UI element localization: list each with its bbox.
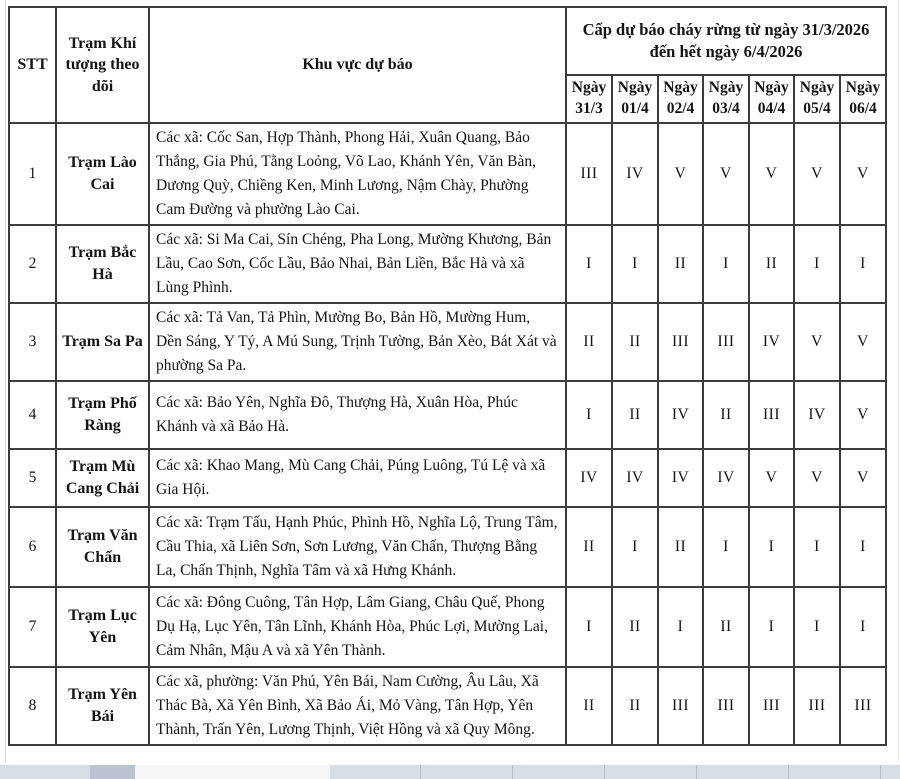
row-number: 5 (9, 449, 56, 507)
fire-level: II (566, 507, 612, 587)
fire-level: IV (658, 449, 703, 507)
fire-forecast-table (8, 6, 887, 746)
forecast-area: Các xã: Si Ma Cai, Sín Chéng, Pha Long, Mường Khương, Bản Lầu, Cao Sơn, Cốc Lầu, Bảo Nhai, Bản Liền, Bắc Hà và xã Lùng Phình. (149, 225, 566, 303)
fire-level: I (794, 507, 840, 587)
header-day-0: Ngày 31/3 (566, 75, 612, 123)
fire-level: I (840, 587, 886, 667)
fire-level: III (749, 667, 794, 745)
fire-level: V (794, 303, 840, 381)
table-row (9, 303, 886, 381)
fire-level: III (749, 381, 794, 449)
header-day-6: Ngày 06/4 (840, 75, 886, 123)
forecast-area: Các xã: Bảo Yên, Nghĩa Đô, Thượng Hà, Xuân Hòa, Phúc Khánh và xã Bảo Hà. (149, 381, 566, 449)
gridline-artifact (898, 0, 899, 762)
band-tick (880, 765, 881, 779)
fire-level: III (703, 667, 749, 745)
band-segment (135, 765, 330, 779)
fire-level: I (749, 507, 794, 587)
forecast-area: Các xã, phường: Văn Phú, Yên Bái, Nam Cường, Âu Lâu, Xã Thác Bà, Xã Yên Bình, Xã Bảo Ái, Mỏ Vàng, Tân Hợp, Yên Thành, Trấn Yên, Lương Thịnh, Việt Hồng và xã Quy Mông. (149, 667, 566, 745)
header-day-5: Ngày 05/4 (794, 75, 840, 123)
band-tick (788, 765, 789, 779)
fire-level: IV (566, 449, 612, 507)
forecast-area: Các xã: Cốc San, Hợp Thành, Phong Hải, Xuân Quang, Bảo Thắng, Gia Phú, Tằng Loỏng, Võ Lao, Khánh Yên, Văn Bàn, Dương Quỳ, Chiềng Ken, Minh Lương, Nậm Chày, Phường Cam Đường và phường Lào Cai. (149, 123, 566, 225)
fire-level: II (749, 225, 794, 303)
fire-level: I (566, 587, 612, 667)
fire-level: I (612, 225, 658, 303)
fire-level: IV (703, 449, 749, 507)
band-tick (512, 765, 513, 779)
fire-level: V (703, 123, 749, 225)
row-number: 2 (9, 225, 56, 303)
header-day-2: Ngày 02/4 (658, 75, 703, 123)
fire-level: I (840, 225, 886, 303)
fire-level: V (658, 123, 703, 225)
header-day-1: Ngày 01/4 (612, 75, 658, 123)
fire-level: III (794, 667, 840, 745)
fire-level: I (703, 225, 749, 303)
fire-level: I (794, 225, 840, 303)
station-name: Trạm Văn Chấn (56, 507, 149, 587)
fire-level: III (703, 303, 749, 381)
row-number: 4 (9, 381, 56, 449)
fire-level: II (658, 507, 703, 587)
table-row (9, 225, 886, 303)
forecast-area: Các xã: Khao Mang, Mù Cang Chải, Púng Luông, Tú Lệ và xã Gia Hội. (149, 449, 566, 507)
band-tick (604, 765, 605, 779)
fire-level: II (612, 587, 658, 667)
fire-level: IV (658, 381, 703, 449)
fire-level: II (703, 587, 749, 667)
fire-level: I (658, 587, 703, 667)
fire-level: II (612, 667, 658, 745)
gridline-artifact (5, 0, 6, 762)
forecast-area: Các xã: Trạm Tấu, Hạnh Phúc, Phình Hồ, Nghĩa Lộ, Trung Tâm, Cầu Thia, xã Liên Sơn, Sơn Lương, Văn Chấn, Thượng Bằng La, Chấn Thịnh, Nghĩa Tâm và xã Hưng Khánh. (149, 507, 566, 587)
station-name: Trạm Bắc Hà (56, 225, 149, 303)
fire-level: II (612, 381, 658, 449)
fire-level: I (840, 507, 886, 587)
station-name: Trạm Yên Bái (56, 667, 149, 745)
table-row (9, 587, 886, 667)
forecast-area: Các xã: Đông Cuông, Tân Hợp, Lâm Giang, Châu Quế, Phong Dụ Hạ, Lục Yên, Tân Lĩnh, Khánh Hòa, Phúc Lợi, Mường Lai, Cảm Nhân, Mậu A và xã Yên Thành. (149, 587, 566, 667)
station-name: Trạm Lục Yên (56, 587, 149, 667)
table-row (9, 449, 886, 507)
row-number: 7 (9, 587, 56, 667)
fire-level: III (658, 667, 703, 745)
table-row (9, 123, 886, 225)
fire-level: I (566, 225, 612, 303)
fire-level: V (840, 449, 886, 507)
fire-level: IV (612, 449, 658, 507)
fire-level: V (794, 123, 840, 225)
station-name: Trạm Phố Ràng (56, 381, 149, 449)
header-row-main (9, 7, 886, 75)
table-row (9, 381, 886, 449)
fire-level: V (840, 303, 886, 381)
station-name: Trạm Mù Cang Chải (56, 449, 149, 507)
spreadsheet-bottom-band (0, 765, 900, 779)
fire-level: III (840, 667, 886, 745)
header-forecast-title: Cấp dự báo cháy rừng từ ngày 31/3/2026 đến hết ngày 6/4/2026 (566, 7, 886, 75)
fire-level: III (566, 123, 612, 225)
header-station: Trạm Khí tượng theo dõi (56, 7, 149, 123)
header-area: Khu vực dự báo (149, 7, 566, 123)
fire-level: I (612, 507, 658, 587)
fire-level: I (794, 587, 840, 667)
fire-level: III (658, 303, 703, 381)
fire-level: IV (749, 303, 794, 381)
station-name: Trạm Lào Cai (56, 123, 149, 225)
fire-level: IV (794, 381, 840, 449)
band-tick (420, 765, 421, 779)
fire-level: V (840, 381, 886, 449)
band-tick (696, 765, 697, 779)
fire-level: II (658, 225, 703, 303)
row-number: 3 (9, 303, 56, 381)
row-number: 6 (9, 507, 56, 587)
fire-level: V (749, 123, 794, 225)
fire-level: I (749, 587, 794, 667)
row-number: 8 (9, 667, 56, 745)
fire-level: V (840, 123, 886, 225)
fire-level: I (566, 381, 612, 449)
fire-level: I (703, 507, 749, 587)
header-day-3: Ngày 03/4 (703, 75, 749, 123)
fire-level: IV (612, 123, 658, 225)
header-day-4: Ngày 04/4 (749, 75, 794, 123)
fire-level: V (794, 449, 840, 507)
fire-level: II (566, 303, 612, 381)
header-stt: STT (9, 7, 56, 123)
fire-level: II (612, 303, 658, 381)
row-number: 1 (9, 123, 56, 225)
table-row (9, 507, 886, 587)
fire-level: II (566, 667, 612, 745)
fire-level: II (703, 381, 749, 449)
station-name: Trạm Sa Pa (56, 303, 149, 381)
band-segment (90, 765, 135, 779)
forecast-area: Các xã: Tả Van, Tả Phìn, Mường Bo, Bản Hồ, Mường Hum, Dền Sáng, Y Tý, A Mú Sung, Trịnh Tường, Bản Xèo, Bát Xát và phường Sa Pa. (149, 303, 566, 381)
fire-level: V (749, 449, 794, 507)
table-row (9, 667, 886, 745)
